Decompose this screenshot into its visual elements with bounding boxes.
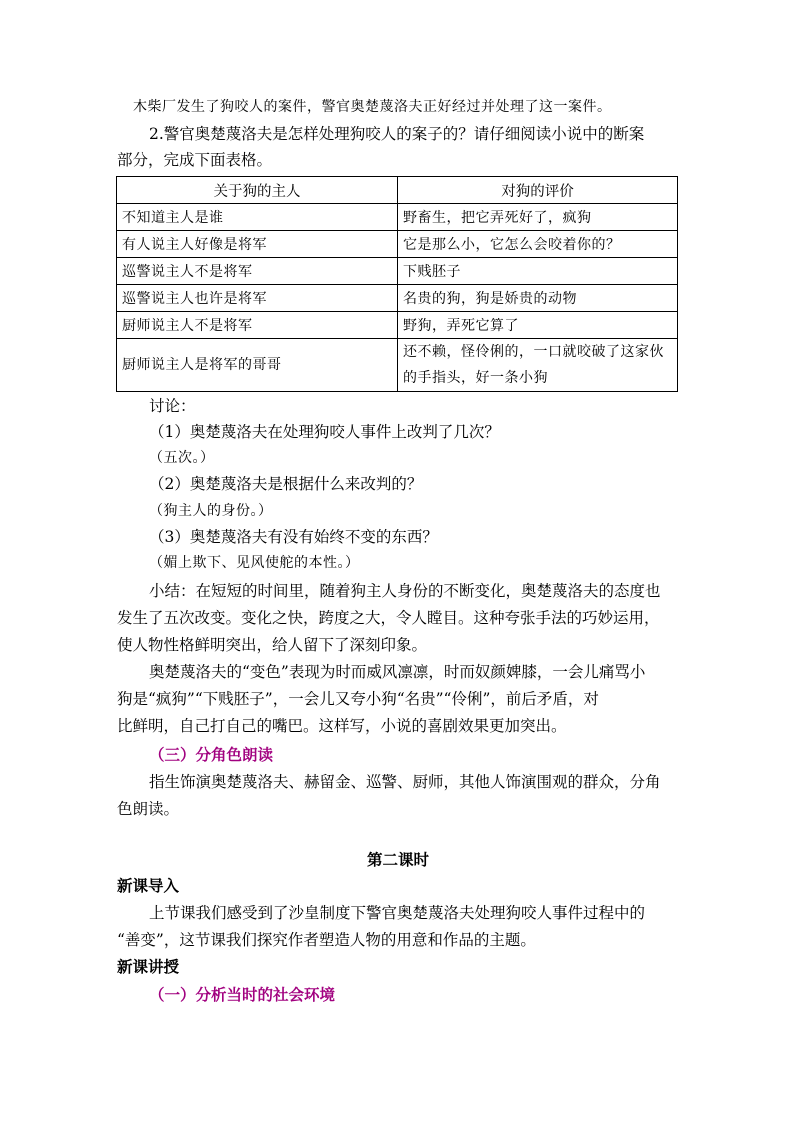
new-intro-heading: 新课导入 [117, 876, 180, 895]
table-row [117, 339, 678, 392]
summary-line-3: 使人物性格鲜明突出，给人留下了深刻印象。 [117, 636, 428, 654]
table-cell: 巡警说主人不是将军 [117, 258, 398, 285]
dog-evaluation-table [116, 176, 678, 392]
table-cell: 厨师说主人是将军的哥哥 [117, 339, 398, 392]
table-cell: 不知道主人是谁 [117, 204, 398, 231]
question-2-line-1: 2.警官奥楚蔑洛夫是怎样处理狗咬人的案子的？请仔细阅读小说中的断案 [149, 125, 645, 143]
table-header-owner: 关于狗的主人 [117, 177, 398, 204]
table-cell: 厨师说主人不是将军 [117, 312, 398, 339]
discussion-label: 讨论： [149, 397, 196, 415]
table-cell: 还不赖，怪伶俐的，一口就咬破了这家伙的手指头，好一条小狗 [398, 339, 678, 392]
summary-line-2: 发生了五次改变。变化之快，跨度之大，令人瞠目。这种夸张手法的巧妙运用， [117, 609, 660, 627]
table-cell: 名贵的狗，狗是娇贵的动物 [398, 285, 678, 312]
discussion-question-2: （2）奥楚蔑洛夫是根据什么来改判的？ [149, 475, 423, 493]
section-3-title: （三）分角色朗读 [149, 745, 274, 764]
section-3-body-line-2: 色朗读。 [117, 800, 180, 818]
table-cell: 下贱胚子 [398, 258, 678, 285]
section-1-title: （一）分析当时的社会环境 [149, 985, 336, 1004]
table-cell: 它是那么小，它怎么会咬着你的？ [398, 231, 678, 258]
table-row [117, 258, 678, 285]
discussion-answer-2: （狗主人的身份。） [149, 503, 273, 519]
table-header-row [117, 177, 678, 204]
table-header-evaluation: 对狗的评价 [398, 177, 678, 204]
question-2-line-2: 部分，完成下面表格。 [117, 151, 273, 169]
discussion-question-1: （1）奥楚蔑洛夫在处理狗咬人事件上改判了几次？ [149, 423, 500, 441]
lesson-2-title: 第二课时 [366, 850, 429, 869]
change-color-line-2: 狗是“疯狗”“下贱胚子”，一会儿又夸小狗“名贵”“伶俐”，前后矛盾，对 [117, 690, 599, 708]
new-intro-body-line-1: 上节课我们感受到了沙皇制度下警官奥楚蔑洛夫处理狗咬人事件过程中的 [149, 904, 646, 922]
table-row [117, 204, 678, 231]
section-3-body-line-1: 指生饰演奥楚蔑洛夫、赫留金、巡警、厨师，其他人饰演围观的群众，分角 [149, 773, 661, 791]
table-row [117, 312, 678, 339]
table-cell: 有人说主人好像是将军 [117, 231, 398, 258]
discussion-question-3: （3）奥楚蔑洛夫有没有始终不变的东西？ [149, 528, 438, 546]
table-cell: 野狗，弄死它算了 [398, 312, 678, 339]
table-row [117, 231, 678, 258]
change-color-line-3: 比鲜明，自己打自己的嘴巴。这样写，小说的喜剧效果更加突出。 [117, 717, 567, 735]
intro-line: 木柴厂发生了狗咬人的案件，警官奥楚蔑洛夫正好经过并处理了这一案件。 [133, 99, 612, 115]
table-cell: 野畜生，把它弄死好了，疯狗 [398, 204, 678, 231]
discussion-answer-3: （媚上欺下、见风使舵的本性。） [149, 555, 360, 571]
new-intro-body-line-2: “善变”，这节课我们探究作者塑造人物的用意和作品的主题。 [117, 931, 536, 949]
change-color-line-1: 奥楚蔑洛夫的“变色”表现为时而威风凛凛，时而奴颜婢膝，一会儿痛骂小 [149, 663, 646, 681]
new-teach-heading: 新课讲授 [117, 957, 180, 976]
discussion-answer-1: （五次。） [149, 450, 215, 466]
table-row [117, 285, 678, 312]
table-cell: 巡警说主人也许是将军 [117, 285, 398, 312]
summary-line-1: 小结：在短短的时间里，随着狗主人身份的不断变化，奥楚蔑洛夫的态度也 [149, 582, 661, 600]
